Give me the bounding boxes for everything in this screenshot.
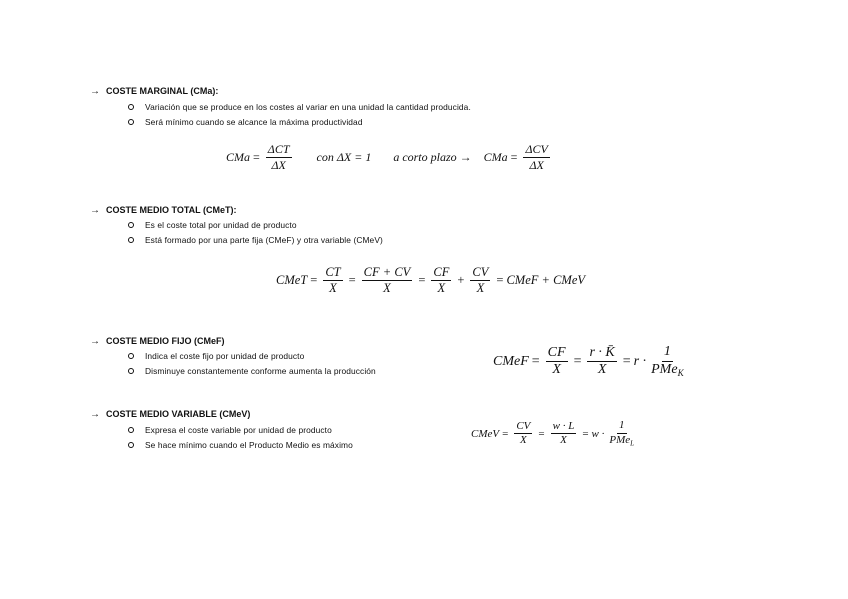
formula-cmef: CMeF = $\frac{CF}{X}$ = $\frac{r \cdot K̄}{X}$ = r · $\frac{1}{PMe_K}$ (493, 344, 684, 378)
bullet-item (128, 235, 383, 245)
bullet-item (128, 366, 376, 376)
heading-coste-medio-total (90, 205, 237, 216)
fraction (470, 266, 490, 295)
formula-lhs: CMeV (471, 427, 500, 440)
circle-bullet-icon (128, 427, 134, 433)
formula-note: a corto plazo → (393, 149, 472, 164)
circle-bullet-icon (128, 119, 134, 125)
denominator: X (552, 362, 561, 378)
numerator: CV (470, 266, 490, 281)
numerator: 1 (617, 420, 627, 434)
denominator: ΔX (271, 157, 286, 172)
numerator: r · K̄ (587, 346, 616, 363)
circle-bullet-icon (128, 104, 134, 110)
formula-cma: CMa = $\frac{\text{ΔCT}}{\Delta X}$ con ΔX = 1 a corto plazo → CMa = $\frac{\text{ΔCV}}{\Delta X}$ (226, 142, 548, 172)
circle-bullet-icon (128, 237, 134, 243)
heading-coste-medio-fijo (90, 336, 225, 347)
heading-text: COSTE MARGINAL (CMa): (106, 86, 219, 96)
denominator: X (560, 434, 567, 447)
fraction (649, 345, 686, 378)
bullet-item (128, 102, 471, 112)
bullet-text: Es el coste total por unidad de producto (145, 220, 297, 230)
numerator: CF (431, 266, 451, 281)
fraction (514, 421, 532, 447)
bullet-item (128, 220, 297, 230)
denominator-text: PMe (651, 361, 678, 377)
numerator: CF + CV (362, 266, 413, 281)
formula-condition: con ΔX = 1 (316, 149, 372, 164)
formula-lhs: CMeF (493, 353, 529, 369)
bullet-text: Está formado por una parte fija (CMeF) y otra variable (CMeV) (145, 235, 383, 245)
formula-cmev: CMeV = $\frac{CV}{X}$ = $\frac{w \cdot L}{X}$ = w · $\frac{1}{PMe_L}$ (471, 419, 635, 448)
fraction (431, 266, 451, 295)
formula-lhs: CMa (226, 149, 250, 164)
formula-lhs: CMa (483, 149, 508, 164)
fraction (587, 346, 616, 378)
bullet-text: Se hace mínimo cuando el Producto Medio es máximo (145, 440, 353, 450)
arrow-right-icon: → (90, 86, 100, 97)
bullet-text: Expresa el coste variable por unidad de producto (145, 425, 332, 435)
bullet-item (128, 117, 363, 127)
bullet-text: Será mínimo cuando se alcance la máxima productividad (145, 117, 363, 127)
denominator: X (476, 281, 485, 296)
arrow-right-icon: → (90, 409, 100, 420)
formula-multiplier: r · (633, 353, 647, 369)
denominator: ΔX (529, 157, 544, 172)
denominator (649, 362, 686, 379)
circle-bullet-icon (128, 442, 134, 448)
heading-text: COSTE MEDIO VARIABLE (CMeV) (106, 409, 251, 419)
numerator: CF (546, 346, 568, 363)
denominator: X (329, 281, 337, 296)
denominator: X (519, 434, 527, 447)
bullet-item (128, 440, 353, 450)
numerator: w · L (551, 421, 577, 435)
bullet-text: Indica el coste fijo por unidad de producto (145, 351, 305, 361)
bullet-item (128, 425, 332, 435)
numerator: CT (323, 266, 342, 281)
fraction (551, 421, 577, 447)
heading-text: COSTE MEDIO FIJO (CMeF) (106, 336, 225, 346)
bullet-text: Variación que se produce en los costes al variar en una unidad la cantidad producida. (145, 102, 471, 112)
numerator: ΔCT (267, 142, 290, 156)
circle-bullet-icon (128, 353, 134, 359)
denominator (607, 434, 636, 448)
fraction (607, 420, 636, 448)
heading-coste-medio-variable (90, 409, 250, 420)
denominator: X (597, 362, 607, 378)
formula-cmet: CMeT = $\frac{CT}{X}$ = $\frac{CF + CV}{X}$ = $\frac{CF}{X}$ + $\frac{CV}{X}$ = CMeF + CMeV (276, 265, 586, 296)
circle-bullet-icon (128, 368, 134, 374)
formula-multiplier: w · (591, 427, 605, 440)
fraction (362, 266, 413, 295)
fraction (546, 346, 568, 378)
bullet-text: Disminuye constantemente conforme aumenta la producción (145, 366, 376, 376)
denominator: X (437, 281, 446, 296)
formula-lhs: CMeT (276, 273, 308, 288)
denominator-subscript: K (677, 367, 684, 378)
fraction (323, 266, 342, 295)
heading-text: COSTE MEDIO TOTAL (CMeT): (106, 205, 237, 215)
arrow-right-icon: → (90, 336, 100, 347)
numerator: CV (514, 421, 532, 435)
denominator-subscript: L (630, 439, 635, 448)
denominator: X (383, 281, 391, 296)
formula-rhs: CMeF + CMeV (506, 273, 586, 288)
numerator: ΔCV (525, 142, 548, 156)
heading-coste-marginal (90, 86, 218, 97)
denominator-text: PMe (609, 433, 631, 446)
arrow-right-icon: → (90, 205, 100, 216)
circle-bullet-icon (128, 222, 134, 228)
fraction (266, 143, 292, 171)
bullet-item (128, 351, 304, 361)
fraction (523, 143, 549, 171)
numerator: 1 (662, 345, 673, 362)
